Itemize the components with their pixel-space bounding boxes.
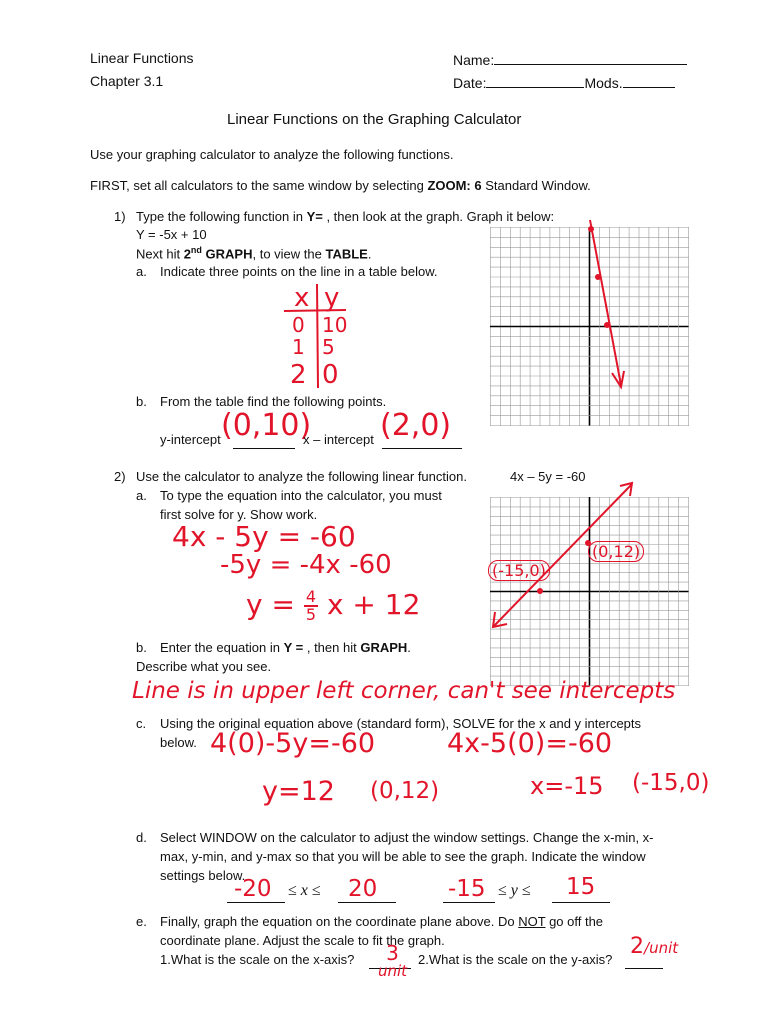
mods-blank[interactable] bbox=[623, 73, 675, 88]
hw-table-row1-y: 10 bbox=[322, 313, 348, 337]
q2c-label: c. bbox=[136, 716, 147, 731]
header-chapter: Chapter 3.1 bbox=[90, 73, 164, 89]
name-label: Name: bbox=[453, 52, 495, 68]
x-inequality: ≤ x ≤ bbox=[288, 882, 321, 899]
hw-y-intercept: (0,10) bbox=[221, 408, 312, 443]
q2a-label: a. bbox=[136, 488, 147, 503]
q1-equation: Y = -5x + 10 bbox=[136, 227, 207, 242]
hw-c-y-result: y=12 bbox=[262, 776, 335, 807]
q2e-label: e. bbox=[136, 914, 147, 929]
hw-xmin: -20 bbox=[234, 876, 272, 902]
q2e-q1: 1.What is the scale on the x-axis? bbox=[160, 952, 355, 967]
hw-point-x-int: (-15,0) bbox=[488, 560, 550, 581]
q2a-text2: first solve for y. Show work. bbox=[160, 507, 318, 522]
y-intercept-label: y-intercept bbox=[160, 432, 221, 447]
hw-table-row2-y: 5 bbox=[322, 335, 335, 359]
q2e-text1: Finally, graph the equation on the coordinate plane above. Do NOT go off the bbox=[160, 914, 604, 929]
hw-c-yint-work: 4(0)-5y=-60 bbox=[210, 728, 376, 759]
hw-c-x-result: x=-15 bbox=[530, 772, 604, 800]
q1b-label: b. bbox=[136, 394, 147, 409]
xmax-blank[interactable] bbox=[338, 902, 396, 903]
hw-ymax: 15 bbox=[566, 874, 596, 900]
hw-point-y-int: (0,12) bbox=[588, 541, 644, 562]
hw-work-line2: -5y = -4x -60 bbox=[220, 550, 392, 580]
date-label: Date: bbox=[453, 75, 487, 91]
hw-table-row1-x: 0 bbox=[292, 313, 305, 337]
date-blank[interactable] bbox=[486, 73, 584, 88]
q2-equation: 4x – 5y = -60 bbox=[510, 469, 586, 484]
q2d-text3: settings below. bbox=[160, 868, 246, 883]
hw-table-x: x bbox=[294, 283, 310, 313]
hw-work-line3: y = $\frac{4}{5}$ x + 12 bbox=[246, 587, 421, 624]
q1-line3: Next hit 2nd GRAPH, to view the TABLE. bbox=[136, 245, 372, 262]
name-field[interactable] bbox=[453, 50, 687, 68]
ymax-blank[interactable] bbox=[552, 902, 610, 903]
name-blank[interactable] bbox=[494, 50, 687, 65]
hw-c-x-point: (-15,0) bbox=[632, 770, 710, 796]
q2-line1: Use the calculator to analyze the following linear function. bbox=[136, 469, 467, 484]
q2c-text2: below. bbox=[160, 735, 197, 750]
q1a-text: Indicate three points on the line in a table below. bbox=[160, 264, 438, 279]
hw-yscale: 2/unit bbox=[630, 934, 679, 959]
q1b-text: From the table find the following points. bbox=[160, 394, 387, 409]
q2a-text1: To type the equation into the calculator, you must bbox=[160, 488, 442, 503]
intro-text: Use your graphing calculator to analyze the following functions. bbox=[90, 147, 454, 162]
q2c-text1: Using the original equation above (standard form), SOLVE for the x and y intercepts bbox=[160, 716, 642, 731]
date-field[interactable] bbox=[453, 73, 675, 91]
q2d-label: d. bbox=[136, 830, 147, 845]
q2e-text2: coordinate plane. Adjust the scale to fit the graph. bbox=[160, 933, 445, 948]
page-title: Linear Functions on the Graphing Calculator bbox=[227, 111, 522, 128]
hw-work-line1: 4x - 5y = -60 bbox=[172, 520, 356, 553]
q2e-q2: 2.What is the scale on the y-axis? bbox=[418, 952, 613, 967]
hw-c-y-point: (0,12) bbox=[370, 778, 440, 804]
hw-table-y: y bbox=[324, 283, 340, 313]
q1-number: 1) bbox=[114, 209, 126, 224]
hw-table-row3-y: 0 bbox=[322, 360, 339, 390]
y-inequality: ≤ y ≤ bbox=[498, 882, 531, 899]
x-intercept-label: x – intercept bbox=[303, 432, 374, 447]
q2b-text2: Describe what you see. bbox=[136, 659, 272, 674]
x-intercept-blank[interactable] bbox=[382, 448, 462, 449]
q2b-text: Enter the equation in Y = , then hit GRAPH. bbox=[160, 640, 411, 655]
hw-ymin: -15 bbox=[448, 876, 486, 902]
mods-label: Mods. bbox=[584, 75, 623, 91]
q2d-text2: max, y-min, and y-max so that you will be able to see the graph. Indicate the window bbox=[160, 849, 646, 864]
hw-x-intercept: (2,0) bbox=[380, 408, 452, 443]
yscale-blank[interactable] bbox=[625, 968, 663, 969]
ymin-blank[interactable] bbox=[443, 902, 495, 903]
hw-line-graph-1 bbox=[570, 215, 640, 400]
xmin-blank[interactable] bbox=[227, 902, 285, 903]
q1-line1: Type the following function in Y= , then look at the graph. Graph it below: bbox=[136, 209, 555, 224]
first-instruction: FIRST, set all calculators to the same window by selecting ZOOM: 6 Standard Window. bbox=[90, 178, 591, 193]
q1a-label: a. bbox=[136, 264, 147, 279]
hw-describe: Line is in upper left corner, can't see intercepts bbox=[132, 678, 676, 704]
header-title: Linear Functions bbox=[90, 50, 194, 66]
q2d-text1: Select WINDOW on the calculator to adjust the window settings. Change the x-min, x- bbox=[160, 830, 654, 845]
y-intercept-blank[interactable] bbox=[233, 448, 295, 449]
hw-table-row3-x: 2 bbox=[290, 360, 307, 390]
hw-xy-table bbox=[280, 280, 360, 390]
q2-number: 2) bbox=[114, 469, 126, 484]
hw-xscale: 3 unit bbox=[378, 941, 408, 980]
hw-table-row2-x: 1 bbox=[292, 335, 305, 359]
q2b-label: b. bbox=[136, 640, 147, 655]
hw-c-xint-work: 4x-5(0)=-60 bbox=[447, 728, 613, 759]
hw-xmax: 20 bbox=[348, 876, 378, 902]
